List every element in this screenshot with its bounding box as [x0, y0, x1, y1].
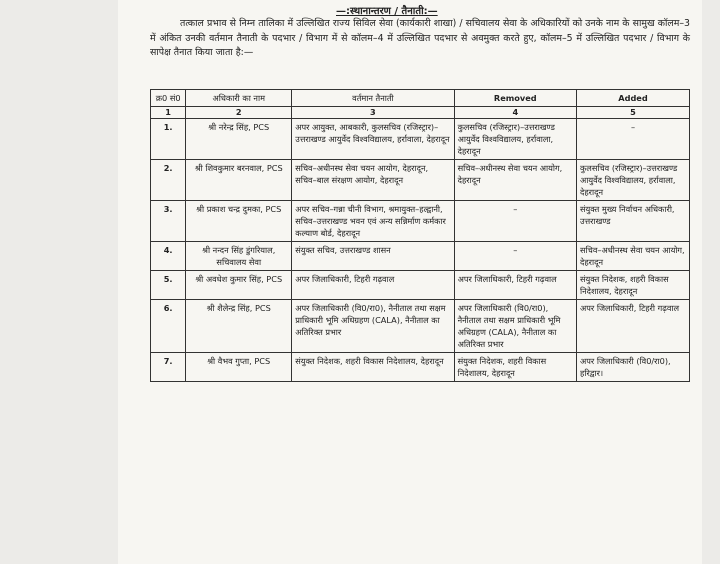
cell-serial: 6.	[151, 300, 186, 353]
cell-added: कुलसचिव (रजिस्ट्रार)–उत्तराखण्ड आयुर्वेद विश्वविद्यालय, हर्रावाला, देहरादून	[576, 160, 689, 201]
col-number: 3	[292, 107, 454, 119]
cell-name: श्री वैभव गुप्ता, PCS	[186, 353, 292, 382]
cell-current: संयुक्त सचिव, उत्तराखण्ड शासन	[292, 242, 454, 271]
header-removed: Removed	[454, 90, 576, 107]
col-number: 2	[186, 107, 292, 119]
cell-added: अपर जिलाधिकारी (वि0/रा0), हरिद्वार।	[576, 353, 689, 382]
cell-name: श्री नरेन्द्र सिंह, PCS	[186, 119, 292, 160]
cell-name: श्री शिवकुमार बरनवाल, PCS	[186, 160, 292, 201]
cell-added: –	[576, 119, 689, 160]
cell-current: सचिव–अधीनस्थ सेवा चयन आयोग, देहरादून, सचिव–बाल संरक्षण आयोग, देहरादून	[292, 160, 454, 201]
col-number: 4	[454, 107, 576, 119]
cell-current: अपर सचिव–गन्ना चीनी विभाग, श्रमायुक्त–हल्द्वानी, सचिव–उत्तराखण्ड भवन एवं अन्य सन्निर्माण कर्मकार कल्याण बोर्ड, देहरादून	[292, 201, 454, 242]
col-number: 1	[151, 107, 186, 119]
cell-serial: 5.	[151, 271, 186, 300]
table-row	[151, 201, 690, 242]
cell-serial: 2.	[151, 160, 186, 201]
cell-current: अपर आयुक्त, आबकारी, कुलसचिव (रजिस्ट्रार)–उत्तराखण्ड आयुर्वेद विश्वविद्यालय, हर्रावाला, देहरादून	[292, 119, 454, 160]
cell-current: संयुक्त निदेशक, शहरी विकास निदेशालय, देहरादून	[292, 353, 454, 382]
cell-serial: 7.	[151, 353, 186, 382]
header-added: Added	[576, 90, 689, 107]
cell-name: श्री प्रकाश चन्द्र दुमका, PCS	[186, 201, 292, 242]
table-row	[151, 119, 690, 160]
cell-name: श्री शैलेन्द्र सिंह, PCS	[186, 300, 292, 353]
cell-serial: 4.	[151, 242, 186, 271]
table-row	[151, 160, 690, 201]
cell-added: सचिव–अधीनस्थ सेवा चयन आयोग, देहरादून	[576, 242, 689, 271]
cell-removed: संयुक्त निदेशक, शहरी विकास निदेशालय, देहरादून	[454, 353, 576, 382]
cell-added: अपर जिलाधिकारी, टिहरी गढ़वाल	[576, 300, 689, 353]
col-number: 5	[576, 107, 689, 119]
header-current: वर्तमान तैनाती	[292, 90, 454, 107]
cell-name: श्री नन्दन सिंह डुंगरियाल, सचिवालय सेवा	[186, 242, 292, 271]
table-row	[151, 242, 690, 271]
cell-added: संयुक्त निदेशक, शहरी विकास निदेशालय, देहरादून	[576, 271, 689, 300]
cell-serial: 3.	[151, 201, 186, 242]
column-number-row	[151, 107, 690, 119]
page-title: —:स्थानान्तरण / तैनाती:—	[336, 6, 438, 17]
table-row	[151, 271, 690, 300]
table-row	[151, 300, 690, 353]
cell-serial: 1.	[151, 119, 186, 160]
cell-removed: अपर जिलाधिकारी (वि0/रा0), नैनीताल तथा सक्षम प्राधिकारी भूमि अधिग्रहण (CALA), नैनीताल का अतिरिक्त प्रभार	[454, 300, 576, 353]
cell-removed: अपर जिलाधिकारी, टिहरी गढ़वाल	[454, 271, 576, 300]
header-serial: क्र0 सं0	[151, 90, 186, 107]
transfer-table	[150, 89, 690, 382]
cell-added: संयुक्त मुख्य निर्वाचन अधिकारी, उत्तराखण्ड	[576, 201, 689, 242]
table-row	[151, 353, 690, 382]
cell-current: अपर जिलाधिकारी (वि0/रा0), नैनीताल तथा सक्षम प्राधिकारी भूमि अधिग्रहण (CALA), नैनीताल का अतिरिक्त प्रभार	[292, 300, 454, 353]
cell-current: अपर जिलाधिकारी, टिहरी गढ़वाल	[292, 271, 454, 300]
intro-paragraph: तत्काल प्रभाव से निम्न तालिका में उल्लिखित राज्य सिविल सेवा (कार्यकारी शाखा) / सचिवालय सेवा के अधिकारियों को उनके नाम के सामुख कॉलम–3 में अंकित उनकी वर्तमान तैनाती के पदभार / विभाग में से कॉलम–4 में उल्लिखित पदभार से अवमुक्त करते हुए, कॉलम–5 में उल्लिखित पदभार / विभाग के सापेक्ष तैनात किया जाता है:—	[150, 18, 690, 58]
cell-name: श्री अवधेश कुमार सिंह, PCS	[186, 271, 292, 300]
cell-removed: –	[454, 201, 576, 242]
table-header-row	[151, 90, 690, 107]
cell-removed: कुलसचिव (रजिस्ट्रार)–उत्तराखण्ड आयुर्वेद विश्वविद्यालय, हर्रावाला, देहरादून	[454, 119, 576, 160]
cell-removed: सचिव–अधीनस्थ सेवा चयन आयोग, देहरादून	[454, 160, 576, 201]
cell-removed: –	[454, 242, 576, 271]
header-name: अधिकारी का नाम	[186, 90, 292, 107]
